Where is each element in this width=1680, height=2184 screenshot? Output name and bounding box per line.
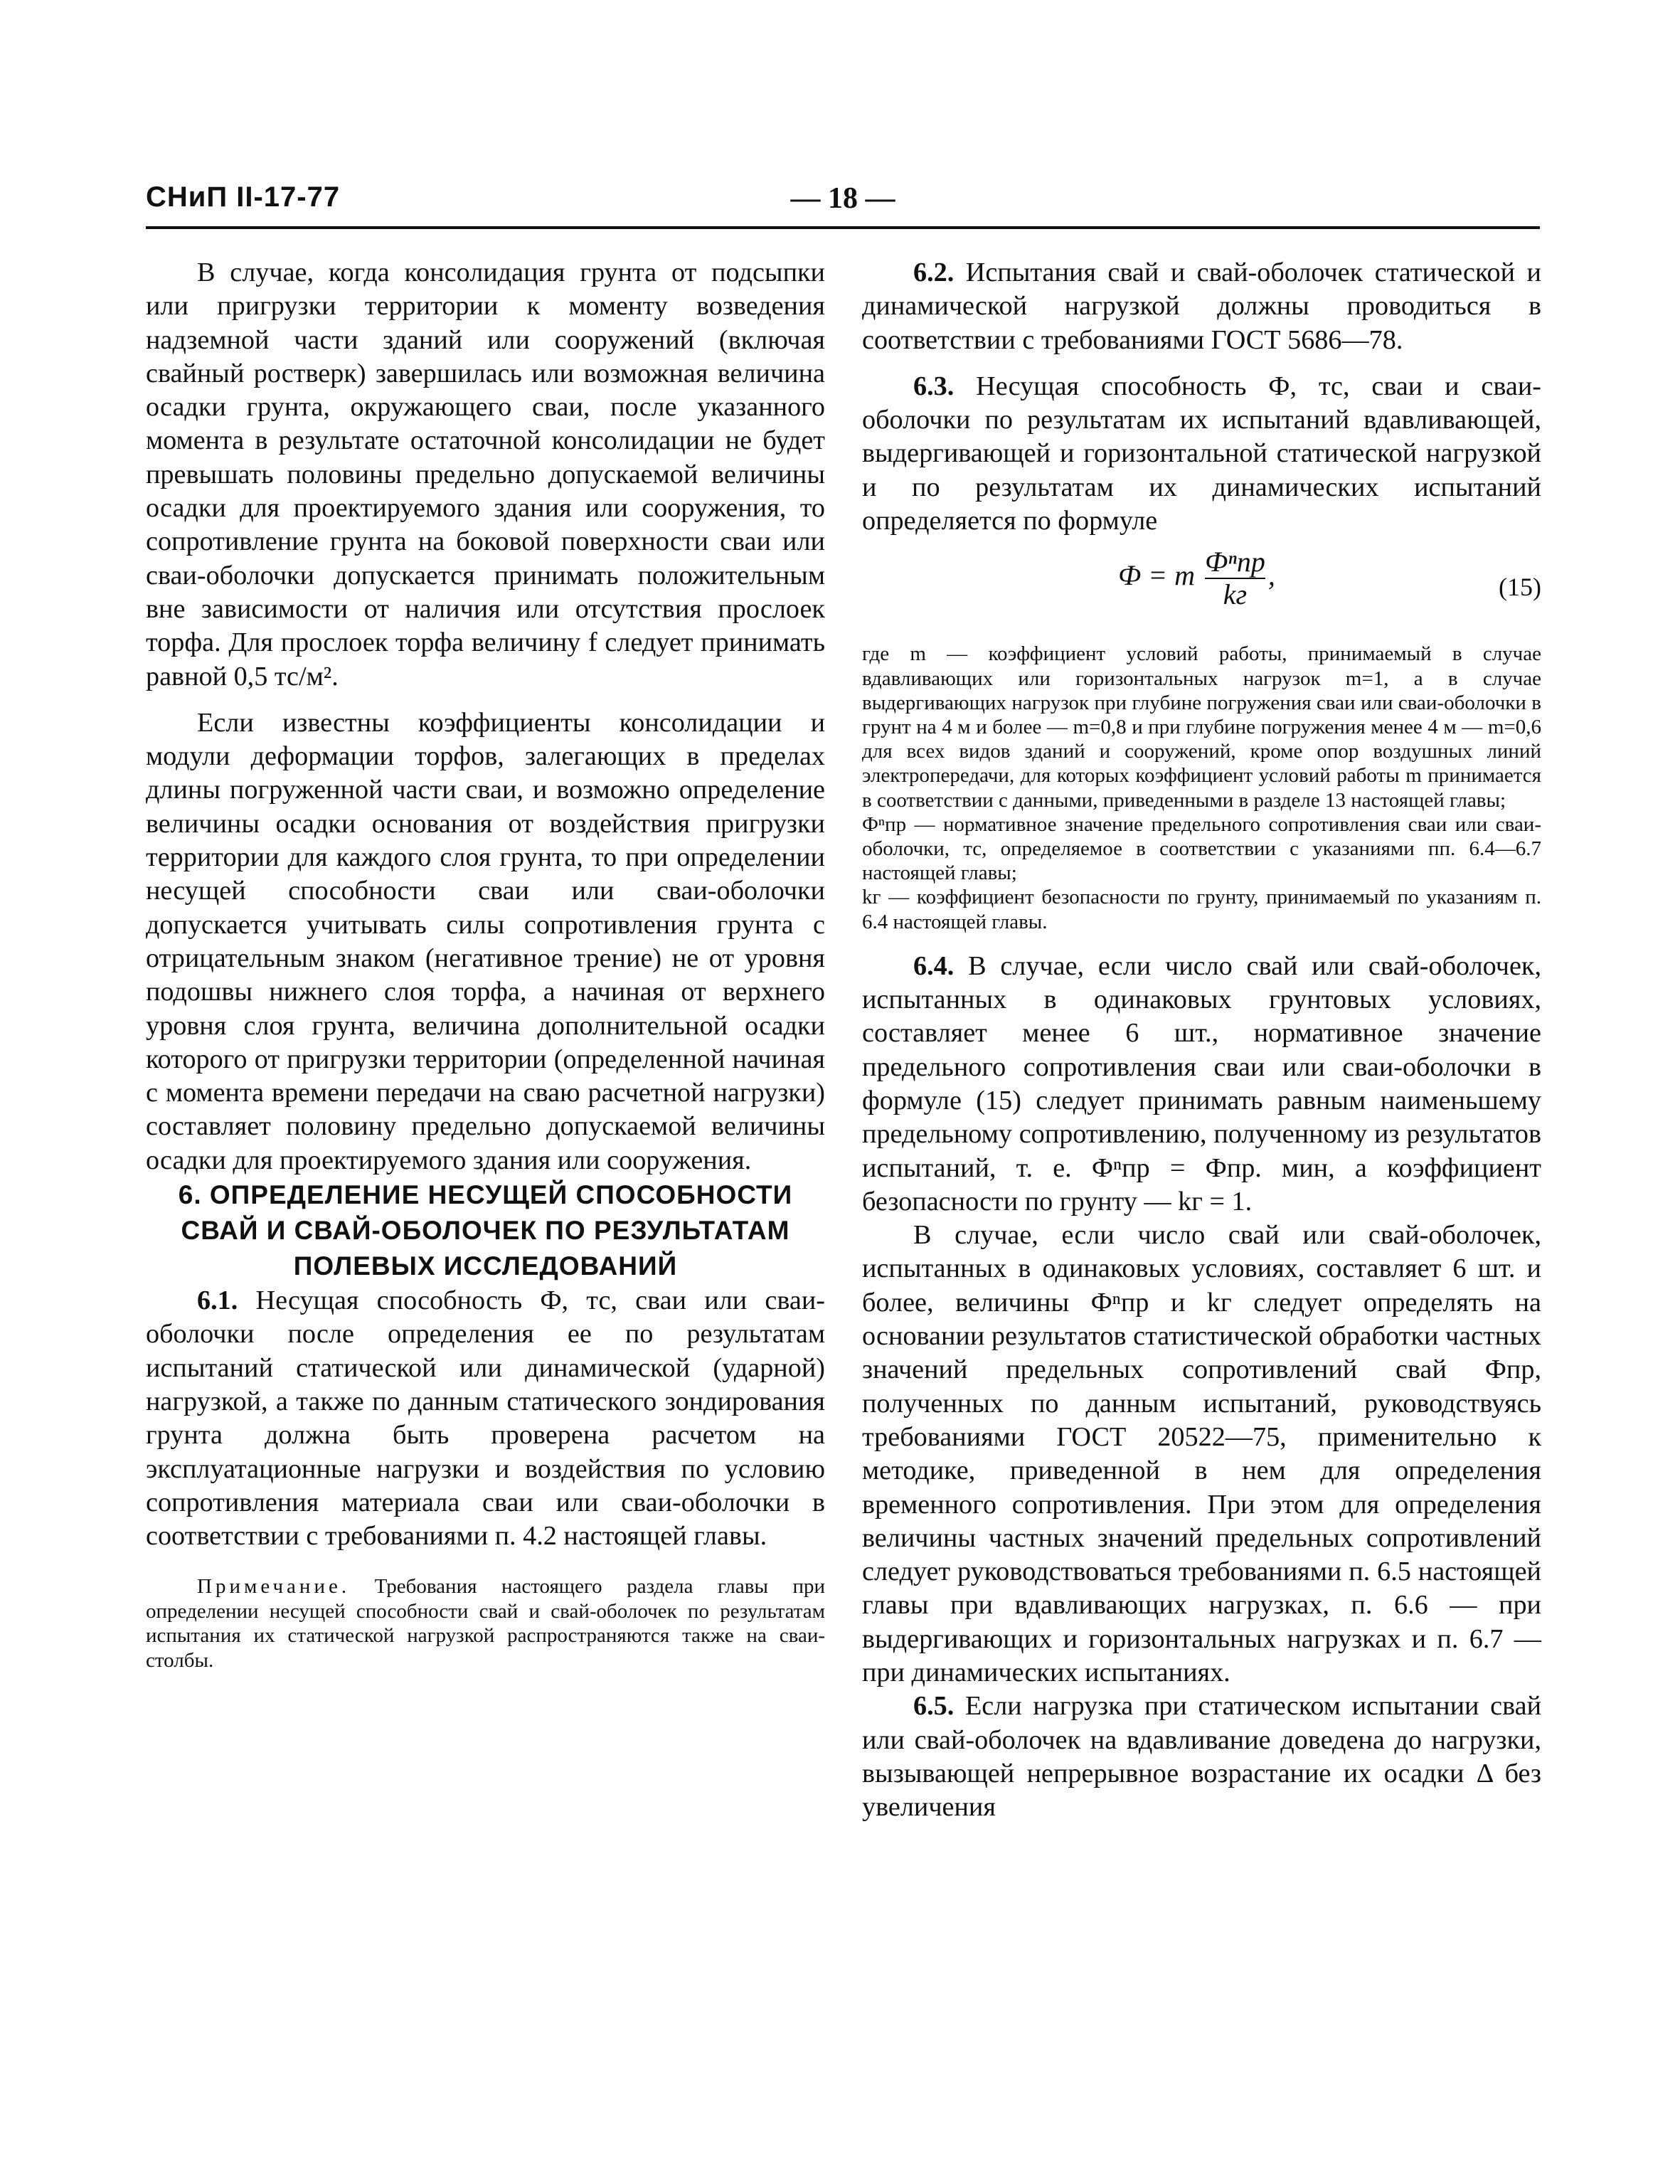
paragraph-6-4: 6.4. В случае, если число свай или свай-оболочек, испытанных в одинаковых грунтовых условиях, составляет менее 6 шт., нормативное значение предельного сопротивления сваи или сваи-оболочки в формуле (15) следует принимать равным наименьшему предельному сопротивлению, полученному из результатов испытаний, т. е. Фⁿпр = Фпр. мин, а коэффициент безопасности по грунту — kг = 1. [862, 950, 1541, 1216]
paragraph-6-4-continued: В случае, если число свай или свай-оболочек, испытанных в одинаковых условиях, составляет 6 шт. и более, величины Фⁿпр и kг следует определять на основании результатов статистической обработки частных значений предельных сопротивлений свай Фпр, полученных по данным испытаний, руководствуясь требованиями ГОСТ 20522—75, применительно к методике, приведенной в нем для определения временного сопротивления. При этом для определения величины частных значений предельных сопротивлений следует руководствоваться требованиями п. 6.5 настоящей главы при вдавливающих нагрузках, п. 6.6 — при выдергивающих и горизонтальных нагрузках и п. 6.7 — при динамических испытаниях. [862, 1220, 1541, 1688]
formula-numerator: Фⁿпр [1205, 546, 1265, 578]
clause-number: 6.3. [913, 371, 955, 401]
paragraph-6-5: 6.5. Если нагрузка при статическом испытании свай или свай-оболочек на вдавливание доведена до нагрузки, вызывающей непрерывное возрастание их осадки Δ без увеличения [862, 1691, 1542, 1823]
left-column [146, 256, 825, 1673]
clause-number: 6.1. [197, 1286, 238, 1316]
where-k: kг — коэффициент безопасности по грунту, принимаемый по указаниям п. 6.4 настоящей главы. [862, 886, 1541, 933]
formula-expression [1118, 546, 1275, 610]
clause-number: 6.4. [913, 950, 955, 981]
formula-comma: , [1267, 559, 1275, 592]
page-header [146, 181, 1540, 231]
section-heading: 6. ОПРЕДЕЛЕНИЕ НЕСУЩЕЙ СПОСОБНОСТИ СВАЙ И СВАЙ-ОБОЛОЧЕК ПО РЕЗУЛЬТАТАМ ПОЛЕВЫХ ИССЛЕДОВАНИЙ [178, 1180, 793, 1281]
page-number: — 18 — [790, 182, 895, 215]
formula-number: (15) [1499, 573, 1541, 602]
formula-denominator: kг [1205, 578, 1265, 610]
right-column [862, 256, 1541, 1825]
note-label: Примечание. [197, 1575, 351, 1599]
document-code: СНиП II-17-77 [146, 181, 341, 213]
formula-fraction [1205, 546, 1265, 610]
paragraph-consolidation: В случае, когда консолидация грунта от подсыпки или пригрузки территории к моменту возведения надземной части зданий или сооружений (включая свайный ростверк) завершилась или возможная величина осадки грунта, окружающего сваи, после указанного момента в результате остаточной консолидации не будет превышать половины предельно допускаемой величины осадки для проектируемого здания или сооружения, то сопротивление грунта на боковой поверхности сваи или сваи-оболочки допускается принимать положительным вне зависимости от наличия или отсутствия прослоек торфа. Для прослоек торфа величину f следует принимать равной 0,5 тс/м². [146, 258, 825, 691]
formula-15 [862, 542, 1541, 635]
formula-explanation [862, 642, 1541, 933]
note: Примечание. Требования настоящего раздела главы при определении несущей способности свай и свай-оболочек по результатам испытания их статической нагрузкой распространяются также на сваи-столбы. [146, 1575, 826, 1672]
where-phi: Фⁿпр — нормативное значение предельного сопротивления сваи или сваи-оболочки, тс, определяемое в соответствии с указаниями пп. 6.4—6.7 настоящей главы; [862, 812, 1541, 885]
clause-number: 6.2. [913, 258, 955, 287]
where-m: где m — коэффициент условий работы, принимаемый в случае вдавливающих или горизонтальных нагрузок m=1, а в случае выдергивающих нагрузок при глубине погружения сваи или сваи-оболочки в грунт на 4 м и более — m=0,8 и при глубине погружения менее 4 м — m=0,6 для всех видов зданий и сооружений, кроме опор воздушных линий электропередачи, для которых коэффициент условий работы m принимается в соответствии с данными, приведенными в разделе 13 настоящей главы; [862, 642, 1541, 812]
paragraph-6-1: 6.1. Несущая способность Ф, тс, сваи или сваи-оболочки после определения ее по результатам испытаний статической или динамической (ударной) нагрузкой, а также по данным статического зондирования грунта должна быть проверена расчетом на эксплуатационные нагрузки и воздействия по условию сопротивления материала сваи или сваи-оболочки в соответствии с требованиями п. 4.2 настоящей главы. [146, 1286, 825, 1552]
header-rule [146, 226, 1540, 229]
paragraph-6-2: 6.2. Испытания свай и свай-оболочек статической и динамической нагрузкой должны проводиться в соответствии с требованиями ГОСТ 5686—78. [862, 258, 1541, 355]
clause-number: 6.5. [913, 1691, 955, 1722]
paragraph-negative-friction: Если известны коэффициенты консолидации и модули деформации торфов, залегающих в пределах длины погруженной части сваи, и возможно определение величины осадки основания от воздействия пригрузки территории для каждого слоя грунта, то при определении несущей способности сваи или сваи-оболочки допускается учитывать силы сопротивления грунта с отрицательным знаком (негативное трение) не от уровня подошвы нижнего слоя торфа, а начиная от верхнего уровня слоя грунта, величина дополнительной осадки которого от пригрузки территории (определенной начиная с момента времени передачи на сваю расчетной нагрузки) составляет половину предельно допускаемой величины осадки для проектируемого здания или сооружения. [146, 707, 825, 1175]
formula-lhs: Ф = m [1118, 559, 1196, 592]
paragraph-6-3: 6.3. Несущая способность Ф, тс, сваи и сваи-оболочки по результатам их испытаний вдавливающей, выдергивающей и горизонтальной статической нагрузкой и по результатам их динамических испытаний определяется по формуле [862, 371, 1542, 536]
